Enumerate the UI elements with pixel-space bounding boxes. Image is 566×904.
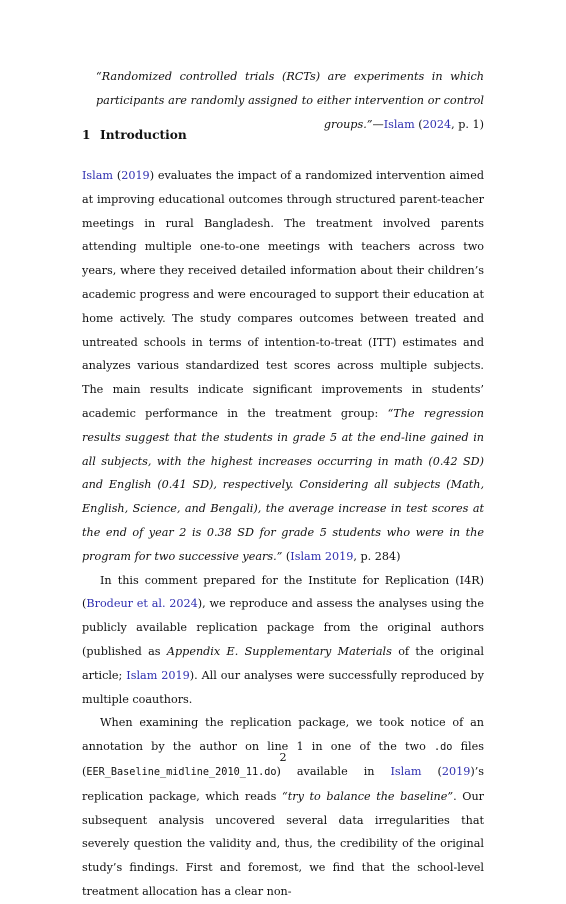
code-filename: EER_Baseline_midline_2010_11.do — [86, 766, 277, 778]
paragraph-2-text-b: ), we reproduce and assess the analyses using the publicly available replication package from the original authors (published as — [82, 597, 484, 658]
epigraph-citation-author-link[interactable]: Islam — [383, 118, 415, 131]
paragraph-2-text-a: In this comment prepared for the Institute for Replication (I4R) ( — [82, 573, 484, 611]
paragraph-3 — [82, 711, 484, 903]
epigraph-pages: , p. 1) — [451, 118, 484, 131]
citation-islam-2019-link[interactable]: Islam 2019 — [290, 549, 354, 563]
paragraph-3-text-d: )’s replication package, which reads — [82, 764, 485, 803]
citation-paren: ) — [149, 169, 155, 182]
page-number: 2 — [279, 751, 287, 764]
citation-paren: ( — [282, 549, 291, 563]
epigraph-paren: ( — [414, 118, 423, 131]
appendix-reference: Appendix E. Supplementary Materials — [166, 644, 392, 658]
citation-pages: , p. 284) — [353, 549, 401, 563]
epigraph-dash: — — [372, 118, 384, 131]
paragraph-2-text-c: of the original article; — [82, 644, 484, 682]
epigraph-quote — [96, 65, 484, 137]
citation-paren: ( — [113, 169, 122, 182]
citation-paren: ( — [421, 764, 442, 778]
paragraph-1-text: evaluates the impact of a randomized intervention aimed at improving educational outcomes through structured parent-teacher meetings in rural Bangladesh. The treatment involved parents attending multiple one-to-one meetings with teachers across two years, where they received detailed information about their children’s academic progress and were encouraged to support their education at home actively. The study compares outcomes between treated and untreated schools in terms of intention-to-treat (ITT) estimates and analyzes various standardized test scores across multiple subjects. The main results indicate significant improvements in students’ academic performance in the treatment group: — [82, 169, 484, 420]
citation-islam-2019-link[interactable]: Islam 2019 — [126, 668, 190, 682]
epigraph-text: “Randomized controlled trials (RCTs) are experiments in which participants are randomly assigned to either intervention or control groups.” — [96, 70, 484, 131]
paragraph-3-text-e: . Our subsequent analysis uncovered several data irregularities that severely question the validity and, thus, the credibility of the original study’s findings. First and foremost, we find that the school-level treatment allocation has a clear non- — [82, 789, 484, 898]
section-heading — [82, 128, 187, 142]
citation-year-link[interactable]: 2019 — [441, 764, 471, 778]
body-text — [82, 164, 484, 904]
citation-islam-link[interactable]: Islam — [82, 169, 114, 182]
paragraph-1 — [82, 164, 484, 569]
paragraph-3-text-c: ) available in — [276, 764, 391, 778]
citation-islam-link[interactable]: Islam — [390, 764, 422, 778]
paragraph-2 — [82, 569, 484, 712]
code-do-extension: .do — [434, 742, 453, 754]
paragraph-3-quote: “try to balance the baseline” — [282, 789, 454, 803]
paragraph-1-quote: “The regression results suggest that the students in grade 5 at the end-line gained in all subjects, with the highest increases occurring in math (0.42 SD) and English (0.41 SD), respectively. Considering all subjects (Math, English, Science, and Bengali), the average increase in test scores at the end of year 2 is 0.38 SD for grade 5 students who were in the program for two successive years.” — [82, 406, 484, 563]
section-number: 1 — [82, 128, 91, 142]
citation-brodeur-link[interactable]: Brodeur et al. 2024 — [86, 597, 198, 611]
paragraph-3-text-a: When examining the replication package, we took notice of an annotation by the author on line 1 in one of the two — [82, 716, 484, 754]
section-title: Introduction — [100, 128, 187, 142]
citation-year-link[interactable]: 2019 — [121, 169, 150, 182]
paragraph-3-text-b: files ( — [82, 740, 484, 778]
paragraph-2-text-d: ). All our analyses were successfully reproduced by multiple coauthors. — [82, 668, 484, 706]
epigraph-citation-year-link[interactable]: 2024 — [422, 118, 452, 131]
